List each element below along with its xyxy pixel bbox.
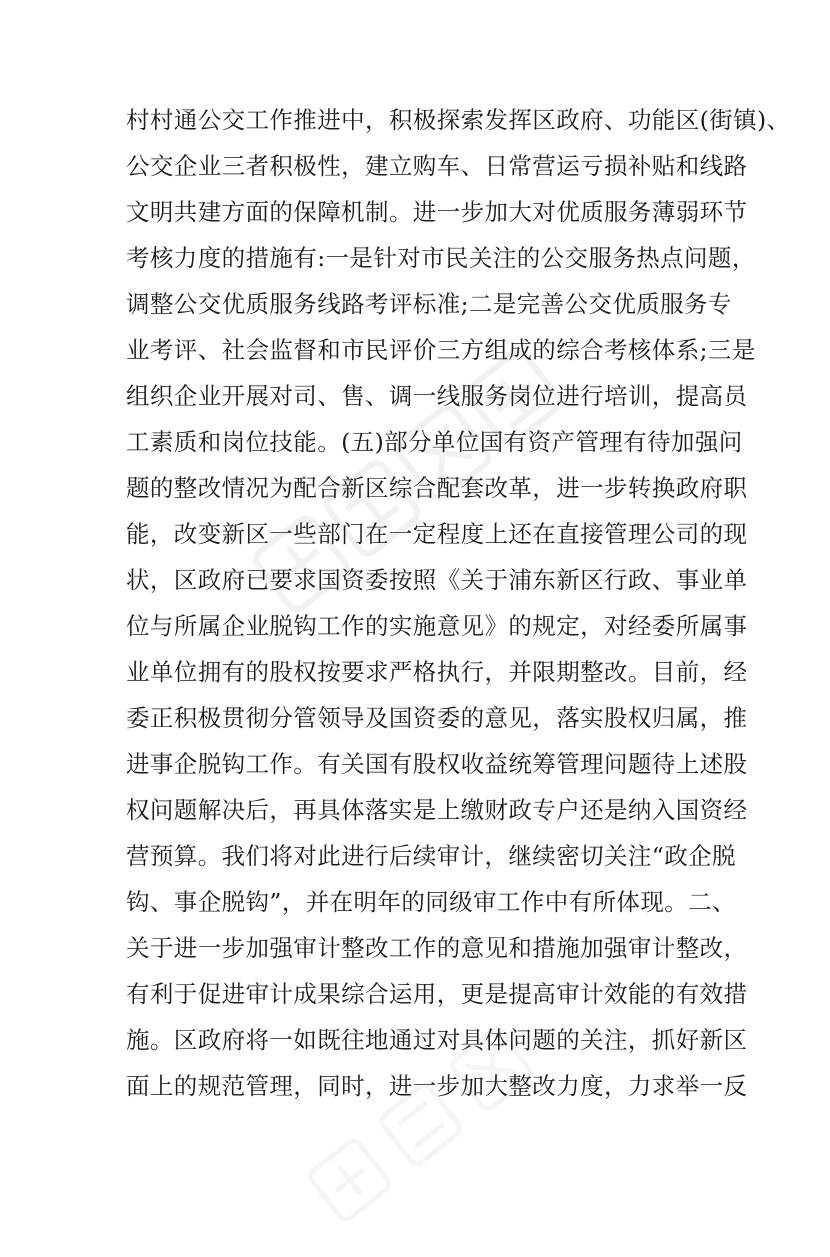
text-line: 有利于促进审计成果综合运用，更是提高审计效能的有效措 <box>126 980 748 1008</box>
text-line: 权问题解决后，再具体落实是上缴财政专户还是纳入国资经 <box>126 796 748 824</box>
text-line: 业考评、社会监督和市民评价三方组成的综合考核体系;三是 <box>126 336 756 364</box>
text-line: 考核力度的措施有:一是针对市民关注的公交服务热点问题， <box>126 244 756 272</box>
text-line: 文明共建方面的保障机制。进一步加大对优质服务薄弱环节 <box>126 198 748 226</box>
text-line: 工素质和岗位技能。(五)部分单位国有资产管理有待加强问 <box>126 428 743 456</box>
text-line: 能，改变新区一些部门在一定程度上还在直接管理公司的现 <box>126 520 748 548</box>
body-text <box>126 97 791 1109</box>
text-line: 调整公交优质服务线路考评标准;二是完善公交优质服务专 <box>126 290 732 318</box>
text-line: 进事企脱钩工作。有关国有股权收益统筹管理问题待上述股 <box>126 750 748 778</box>
text-line: 位与所属企业脱钩工作的实施意见》的规定，对经委所属事 <box>126 612 748 640</box>
text-line: 题的整改情况为配合新区综合配套改革，进一步转换政府职 <box>126 474 748 502</box>
text-line: 营预算。我们将对此进行后续审计，继续密切关注“政企脱 <box>126 842 736 870</box>
text-line: 关于进一步加强审计整改工作的意见和措施加强审计整改， <box>126 934 748 962</box>
text-line: 公交企业三者积极性，建立购车、日常营运亏损补贴和线路 <box>126 152 748 180</box>
text-line: 业单位拥有的股权按要求严格执行，并限期整改。目前，经 <box>126 658 748 686</box>
text-line: 施。区政府将一如既往地通过对具体问题的关注，抓好新区 <box>126 1026 748 1054</box>
text-line: 钩、事企脱钩”，并在明年的同级审工作中有所体现。二、 <box>126 888 736 916</box>
text-line: 委正积极贯彻分管领导及国资委的意见，落实股权归属，推 <box>126 704 748 732</box>
text-line: 状，区政府已要求国资委按照《关于浦东新区行政、事业单 <box>126 566 748 594</box>
text-line: 组织企业开展对司、售、调一线服务岗位进行培训，提高员 <box>126 382 748 410</box>
text-line: 面上的规范管理，同时，进一步加大整改力度，力求举一反 <box>126 1072 748 1100</box>
text-line: 村村通公交工作推进中，积极探索发挥区政府、功能区(街镇)、 <box>126 106 791 134</box>
